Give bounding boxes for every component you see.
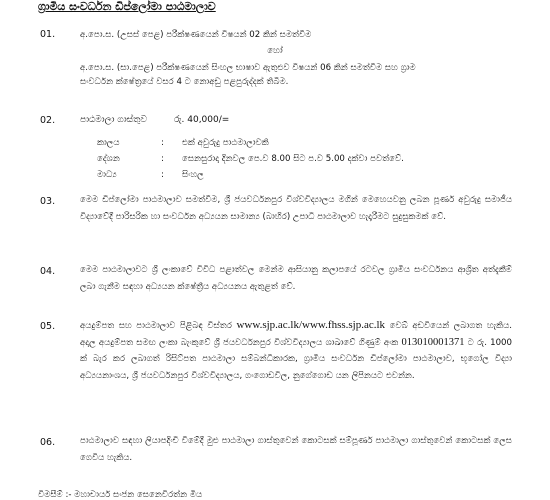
section-4-text: මෙම පාඨමාලාවට ශ්‍රී ලංකාවේ විවිධ පළාත්වල මෙන්ම ආසියානු කලාපයේ රටවල ග්‍රාමීය සංවර්ධනය ආශ්‍රිත අත්දැකීම් ලබා ගැනීම සඳහා අධ්‍යයන ක්ෂේත්‍රීය අධ්‍යයනය ඇතුළත් වේ. [80, 265, 512, 292]
section-1-number: 01. [40, 29, 56, 40]
fee-label: පාඨමාලා ගාස්තුව [80, 115, 147, 125]
inquiries-footer: විමසීම් :- මහාචාර්ය සංජන සෙනෙවිරත්න මිය [38, 490, 203, 500]
section-5-number: 05. [40, 321, 56, 332]
medium-label: මාධ්‍ය [97, 170, 117, 180]
lectures-colon: : [161, 154, 164, 164]
section-1-line-2: අ.පො.ස. (සා.පෙළ) පරීක්ෂණයෙන් සිංහල භාෂාව ඇතුළුව විෂයන් 06 කින් සමත්වීම සහ ග්‍රාම [80, 63, 416, 73]
duration-colon: : [161, 138, 164, 148]
section-5-intro: අයදුම්පත සහ පාඨමාලාව පිළිබඳ විස්තර [80, 321, 232, 331]
page-title: ග්‍රාමීය සංවර්ධන ඩිප්ලෝමා පාඨමාලාව [38, 0, 216, 13]
medium-value: සිංහල [182, 170, 204, 180]
link-separator: / [298, 319, 303, 331]
account-number: 013010001371 [401, 336, 465, 348]
section-1-or: හෝ [267, 46, 283, 56]
medium-colon: : [161, 170, 164, 180]
duration-value: එක් අවුරුදු පාඨමාලාවකි [182, 138, 269, 148]
section-1-line-1: අ.පො.ස. (උසස් පෙළ) පරීක්ෂණයෙන් විෂයන් 02 කින් සමත්වීම [80, 30, 312, 40]
section-2-number: 02. [40, 115, 56, 126]
duration-label: කාලය [97, 138, 120, 148]
section-1-line-3: සංවර්ධන ක්ෂේත්‍රයේ වසර 4 ට නොඅඩු පළපුරුද්දක් තිබීම. [80, 77, 289, 87]
lectures-value: සෙනසුරාදා දිනවල පෙ.ව 8.00 සිට ප.ව 5.00 දක්වා පවත්වේ. [182, 154, 404, 164]
section-6-number: 06. [40, 437, 56, 448]
section-3-text: මෙම ඩිප්ලෝමා පාඨමාලාව සමත්වීම, ශ්‍රී ජයවර්ධනපුර විශ්වවිද්‍යාලය මගින් මෙහෙයවනු ලබන පූර්ණ අවුරුදු සමාජීය විද්‍යාවේදී පාරිසරික හා සංවර්ධන අධ්‍යයන සාමාන්‍ය (බාහිර) උපාධි පාඨමාලාව හැදෑරීමට සුදුසුකමක් වේ. [80, 195, 512, 222]
fee-value: රු. 40,000/= [174, 115, 230, 125]
website-link-fhss[interactable]: www.fhss.sjp.ac.lk [302, 319, 386, 331]
section-6-text: පාඨමාලාව සඳහා ලියාපදිංචි වීමේදී මුළු පාඨමාලා ගාස්තුවෙන් කොටසක් සම්පූර්ණ පාඨමාලා ගාස්තුවෙන් කොටසක් ලෙස ගෙවිය හැකිය. [80, 436, 512, 463]
lectures-label: දේශන [97, 154, 120, 164]
section-5-address-text: ට රු. 1000 ක් බැර කර ලබාගත් රිසිට්පත පාඨමාලා සම්බන්ධීකාරක, ග්‍රාමීය සංවර්ධන ඩිප්ලෝමා පාඨමාලාව, භූගෝල විද්‍යා අධ්‍යයනාංශය, ශ්‍රී ජයවර්ධනපුර විශ්වවිද්‍යාලය, ගංගොඩවිල, නුගේගොඩ යන ලිපිනයට එවන්න. [80, 337, 512, 381]
section-5-paragraph [80, 317, 512, 384]
section-5-payment-text: අදාල අයදුම්පත සමඟ ලංකා බැංකුවේ ශ්‍රී ජයවර්ධනපුර විශ්වවිද්‍යාලය ශාඛාවේ ගිණුම් අංක [80, 337, 399, 348]
website-link-sjp[interactable]: www.sjp.ac.lk [236, 319, 299, 331]
section-4-number: 04. [40, 266, 56, 277]
section-5-link-suffix: වෙබ් අඩවියෙන් ලබාගත හැකිය. [389, 321, 512, 331]
section-3-number: 03. [40, 196, 56, 207]
